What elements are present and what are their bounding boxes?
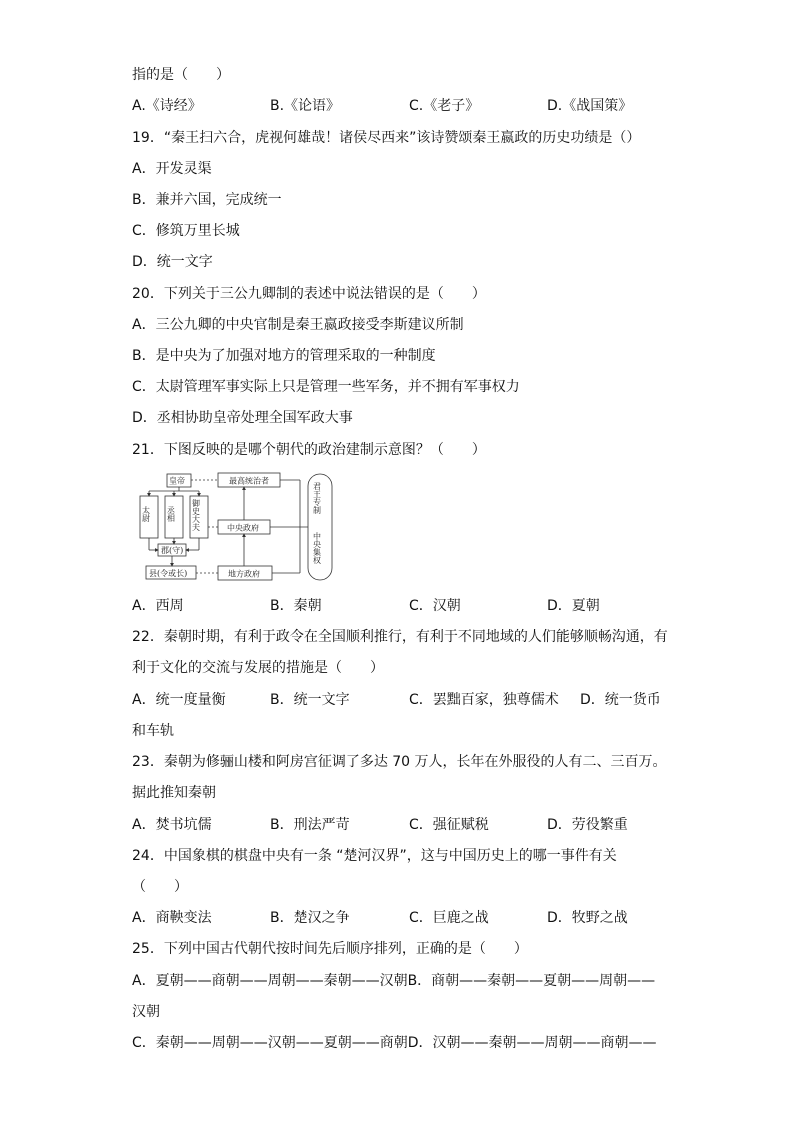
q19-option-b: B．兼并六国，完成统一 xyxy=(132,192,282,208)
label-taiwei: 太尉 xyxy=(141,506,151,522)
label-local: 地方政府 xyxy=(228,569,260,579)
q25-stem: 25．下列中国古代朝代按时间先后顺序排列，正确的是（ ） xyxy=(132,941,528,957)
label-chengxiang: 丞相 xyxy=(166,506,176,522)
q25-options-line3: C．秦朝——周朝——汉朝——夏朝——商朝D．汉朝——秦朝——周朝——商朝—— xyxy=(132,1035,657,1051)
q23-option-a: A．焚书坑儒 xyxy=(132,817,212,833)
q22-option-b: B．统一文字 xyxy=(270,692,350,708)
q21-stem: 21．下图反映的是哪个朝代的政治建制示意图？（ ） xyxy=(132,442,486,458)
q25-options-line1: A．夏朝——商朝——周朝——秦朝——汉朝B．商朝——秦朝——夏朝——周朝—— xyxy=(132,973,656,989)
q18-option-a: A.《诗经》 xyxy=(132,98,202,114)
q24-option-d: D．牧野之战 xyxy=(547,910,628,926)
q22-option-d-wrap: 和车轨 xyxy=(132,723,174,739)
q23-stem-line2: 据此推知秦朝 xyxy=(132,785,216,801)
q22-stem-line1: 22．秦朝时期，有利于政令在全国顺利推行，有利于不同地域的人们能够顺畅沟通，有 xyxy=(132,629,668,645)
label-xian: 县(令或长) xyxy=(149,569,188,578)
label-central: 中央政府 xyxy=(227,523,259,533)
q20-stem: 20．下列关于三公九卿制的表述中说法错误的是（ ） xyxy=(132,286,486,302)
q24-stem-line1: 24．中国象棋的棋盘中央有一条 “楚河汉界”，这与中国历史上的哪一事件有关 xyxy=(132,848,617,864)
q21-option-b: B．秦朝 xyxy=(270,598,322,614)
q19-option-a: A．开发灵渠 xyxy=(132,161,212,177)
label-jun: 郡(守) xyxy=(161,546,184,555)
q18-option-b: B.《论语》 xyxy=(270,98,341,114)
q18-option-d: D.《战国策》 xyxy=(547,98,633,114)
q20-option-d: D．丞相协助皇帝处理全国军政大事 xyxy=(132,410,353,426)
q20-option-b: B．是中央为了加强对地方的管理采取的一种制度 xyxy=(132,348,436,364)
q22-option-c: C．罢黜百家，独尊儒术 xyxy=(409,692,559,708)
q24-option-b: B．楚汉之争 xyxy=(270,910,350,926)
q18-option-c: C.《老子》 xyxy=(409,98,480,114)
q18-stem-tail: 指的是（ ） xyxy=(132,67,230,83)
label-yushi: 御史大夫 xyxy=(191,499,201,531)
q23-option-c: C．强征赋税 xyxy=(409,817,489,833)
q24-stem-line2: （ ） xyxy=(132,879,188,895)
qin-political-structure-diagram xyxy=(132,466,342,586)
q22-stem-line2: 利于文化的交流与发展的措施是（ ） xyxy=(132,660,384,676)
label-side-top: 君王专制 xyxy=(312,482,322,514)
q19-stem: 19．“秦王扫六合，虎视何雄哉！诸侯尽西来”该诗赞颂秦王嬴政的历史功绩是（） xyxy=(132,130,641,146)
q22-option-d: D．统一货币 xyxy=(580,692,661,708)
q23-option-b: B．刑法严苛 xyxy=(270,817,350,833)
label-supreme: 最高统治者 xyxy=(229,476,269,486)
q23-stem-line1: 23．秦朝为修骊山楼和阿房宫征调了多达 70 万人，长年在外服役的人有二、三百万。 xyxy=(132,754,667,770)
q24-option-c: C．巨鹿之战 xyxy=(409,910,489,926)
q25-options-line2: 汉朝 xyxy=(132,1004,160,1020)
q21-option-c: C．汉朝 xyxy=(409,598,461,614)
label-emperor: 皇帝 xyxy=(169,476,185,486)
label-side-bottom: 中央集权 xyxy=(312,532,322,564)
q22-option-a: A．统一度量衡 xyxy=(132,692,226,708)
q21-option-a: A．西周 xyxy=(132,598,184,614)
q24-option-a: A．商鞅变法 xyxy=(132,910,212,926)
q19-option-d: D．统一文字 xyxy=(132,254,213,270)
q20-option-a: A．三公九卿的中央官制是秦王嬴政接受李斯建议所制 xyxy=(132,317,464,333)
q23-option-d: D．劳役繁重 xyxy=(547,817,628,833)
q19-option-c: C．修筑万里长城 xyxy=(132,223,240,239)
q21-option-d: D．夏朝 xyxy=(547,598,600,614)
q20-option-c: C．太尉管理军事实际上只是管理一些军务，并不拥有军事权力 xyxy=(132,379,520,395)
